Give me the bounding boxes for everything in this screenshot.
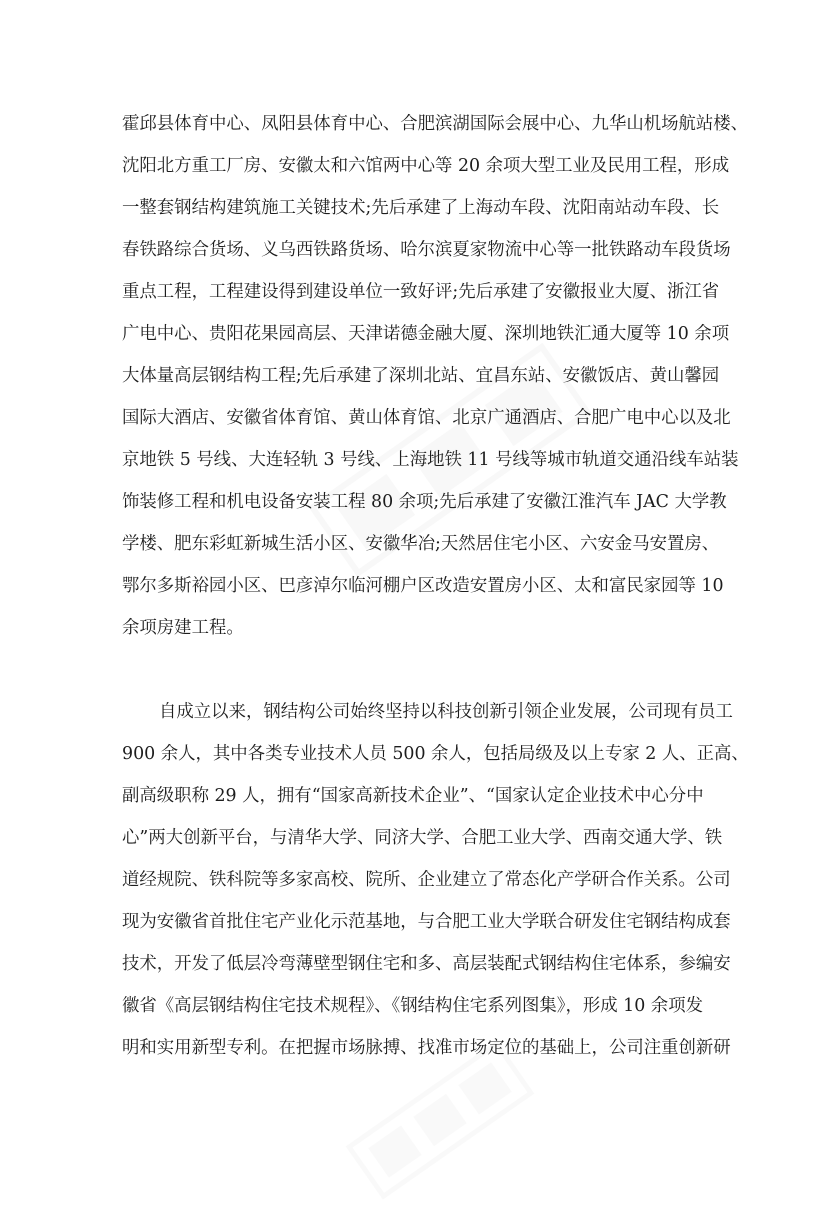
text-line: 国际大酒店、安徽省体育馆、黄山体育馆、北京广通酒店、合肥广电中心以及北 [122,408,731,428]
text-line: 道经规院、铁科院等多家高校、院所、企业建立了常态化产学研合作关系。公司 [122,870,731,890]
text-line: 徽省《高层钢结构住宅技术规程》、《钢结构住宅系列图集》，形成 10 余项发 [122,996,703,1016]
text-line: 沈阳北方重工厂房、安徽太和六馆两中心等 20 余项大型工业及民用工程，形成 [122,156,730,176]
text-line: 饰装修工程和机电设备安装工程 80 余项;先后承建了安徽江淮汽车 JAC 大学教 [122,492,727,512]
text-line: 余项房建工程。 [122,618,244,638]
text-line: 广电中心、贵阳花果园高层、天津诺德金融大厦、深圳地铁汇通大厦等 10 余项 [122,324,730,344]
text-line: 现为安徽省首批住宅产业化示范基地，与合肥工业大学联合研发住宅钢结构成套 [122,912,731,932]
text-line-indented: 自成立以来，钢结构公司始终坚持以科技创新引领企业发展，公司现有员工 [159,702,733,722]
text-line: 900 余人，其中各类专业技术人员 500 余人，包括局级及以上专家 2 人、正高、 [122,744,749,764]
text-line: 学楼、肥东彩虹新城生活小区、安徽华冶;天然居住宅小区、六安金马安置房、 [122,534,720,554]
text-line: 一整套钢结构建筑施工关键技术;先后承建了上海动车段、沈阳南站动车段、长 [122,198,720,218]
text-line: 鄂尔多斯裕园小区、巴彦淖尔临河棚户区改造安置房小区、太和富民家园等 10 [122,576,724,596]
text-line: 心”两大创新平台，与清华大学、同济大学、合肥工业大学、西南交通大学、铁 [122,828,723,848]
text-line: 春铁路综合货场、义乌西铁路货场、哈尔滨夏家物流中心等一批铁路动车段货场 [122,240,731,260]
text-line: 明和实用新型专利。在把握市场脉搏、找准市场定位的基础上，公司注重创新研 [122,1038,731,1058]
text-line: 京地铁 5 号线、大连轻轨 3 号线、上海地铁 11 号线等城市轨道交通沿线车站装 [122,450,739,470]
text-line: 霍邱县体育中心、凤阳县体育中心、合肥滨湖国际会展中心、九华山机场航站楼、 [122,114,749,134]
text-line: 重点工程，工程建设得到建设单位一致好评;先后承建了安徽报业大厦、浙江省 [122,282,720,302]
text-line: 大体量高层钢结构工程;先后承建了深圳北站、宜昌东站、安徽饭店、黄山馨园 [122,366,720,386]
text-line: 副高级职称 29 人，拥有“国家高新技术企业”、“国家认定企业技术中心分中 [122,786,704,806]
text-line: 技术，开发了低层冷弯薄壁型钢住宅和多、高层装配式钢结构住宅体系，参编安 [122,954,731,974]
